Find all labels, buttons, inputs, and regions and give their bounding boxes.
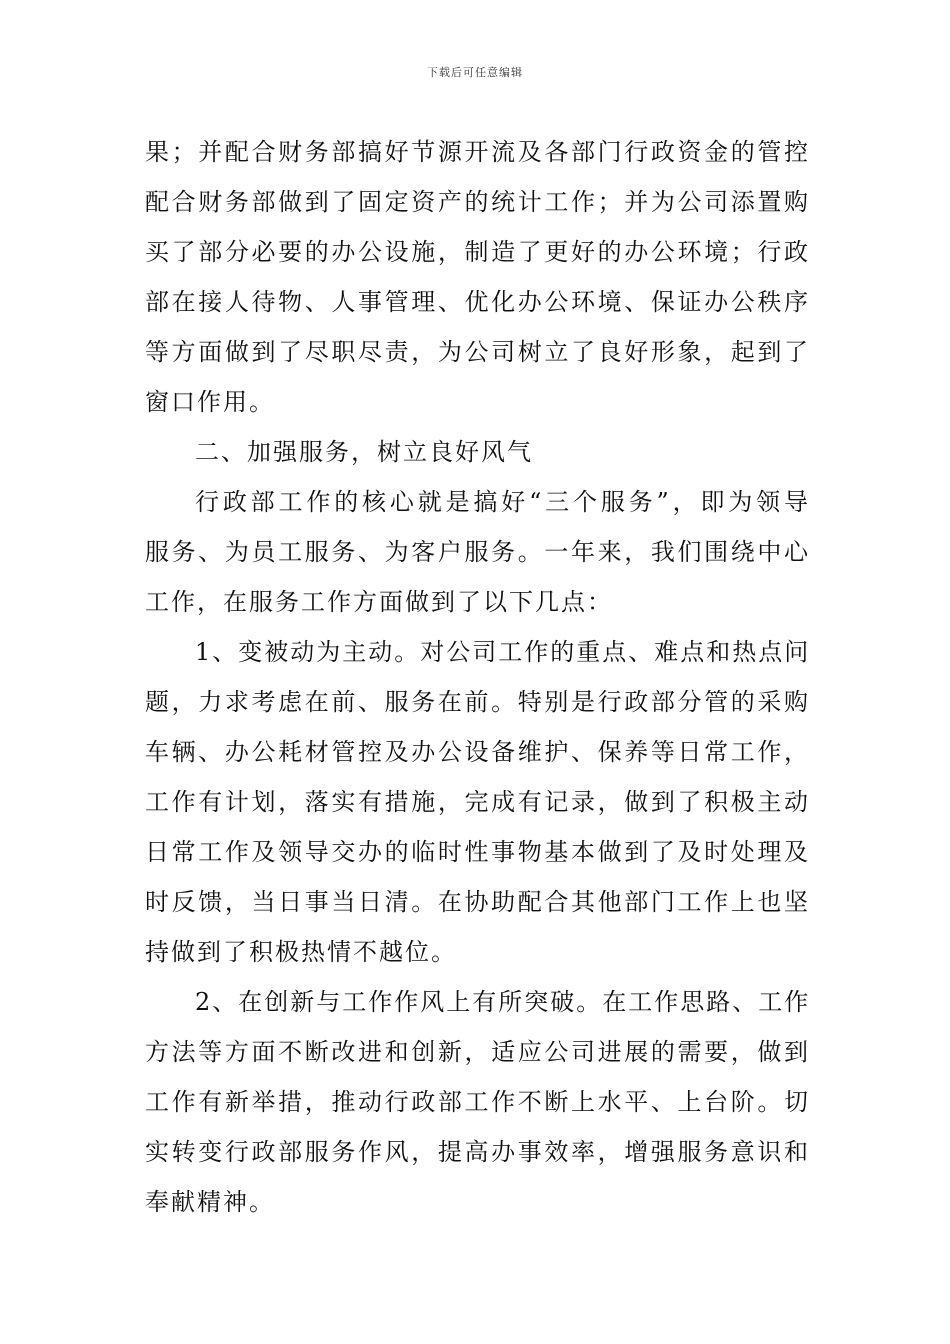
body-line: 时反馈，当日事当日清。在协助配合其他部门工作上也坚: [145, 888, 810, 916]
body-line: 日常工作及领导交办的临时性事物基本做到了及时处理及: [145, 838, 810, 866]
body-line: 配合财务部做到了固定资产的统计工作；并为公司添置购: [145, 188, 810, 216]
body-line: 持做到了积极热情不越位。: [145, 938, 457, 966]
body-line: 窗口作用。: [145, 388, 275, 416]
paragraph-start-line: 2、在创新与工作作风上有所突破。在工作思路、工作: [195, 988, 811, 1016]
body-line: 方法等方面不断改进和创新，适应公司进展的需要，做到: [145, 1038, 810, 1066]
paragraph-start-line: 1、变被动为主动。对公司工作的重点、难点和热点问: [195, 638, 811, 666]
section-heading: 二、加强服务，树立良好风气: [195, 438, 533, 466]
body-line: 部在接人待物、人事管理、优化办公环境、保证办公秩序: [145, 288, 810, 316]
body-line: 工作，在服务工作方面做到了以下几点：: [145, 588, 613, 616]
header-note: 下载后可任意编辑: [427, 66, 523, 79]
body-line: 题，力求考虑在前、服务在前。特别是行政部分管的采购: [145, 688, 810, 716]
body-line: 买了部分必要的办公设施，制造了更好的办公环境；行政: [145, 238, 810, 266]
paragraph-start-line: 行政部工作的核心就是搞好“三个服务”，即为领导: [195, 488, 810, 516]
body-line: 工作有计划，落实有措施，完成有记录，做到了积极主动: [145, 788, 810, 816]
body-line: 等方面做到了尽职尽责，为公司树立了良好形象，起到了: [145, 338, 810, 366]
body-line: 奉献精神。: [145, 1188, 275, 1216]
body-line: 实转变行政部服务作风，提高办事效率，增强服务意识和: [145, 1138, 810, 1166]
body-line: 服务、为员工服务、为客户服务。一年来，我们围绕中心: [145, 538, 810, 566]
document-body: [145, 127, 810, 1227]
body-line: 果；并配合财务部搞好节源开流及各部门行政资金的管控: [145, 138, 810, 166]
body-line: 车辆、办公耗材管控及办公设备维护、保养等日常工作，: [145, 738, 810, 766]
body-line: 工作有新举措，推动行政部工作不断上水平、上台阶。切: [145, 1088, 810, 1116]
